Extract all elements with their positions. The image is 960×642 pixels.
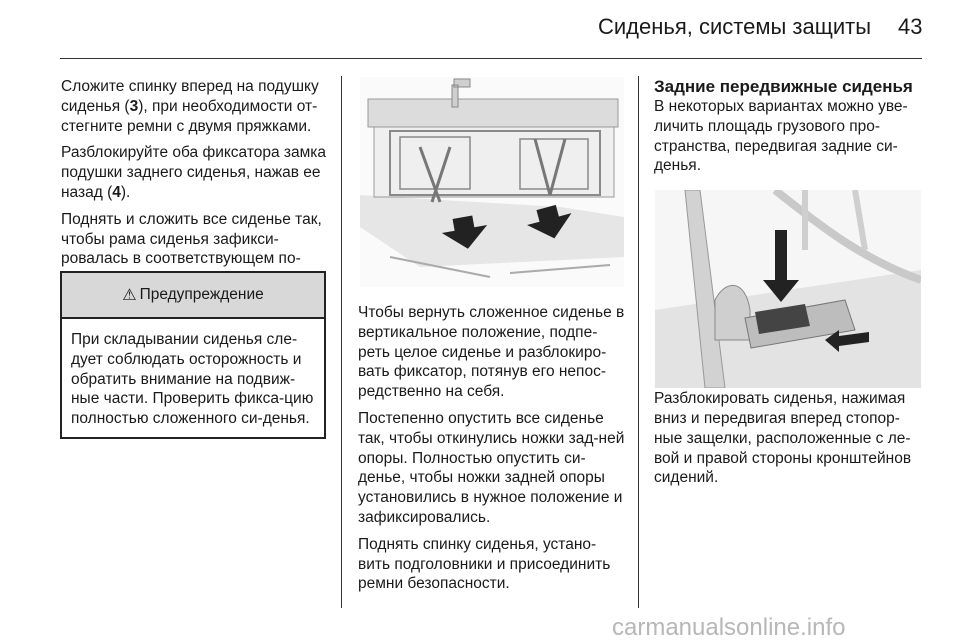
text-run: ), при необходимости от-стегните ремни с двумя пряжками. <box>61 97 318 135</box>
warning-text: При складывании сиденья сле-дует соблюдать осторожность и обратить внимание на подвиж-ные части. Проверить фикса-цию полностью сложенного си-денья. <box>71 331 314 428</box>
paragraph: Поднять и сложить все сиденье так, чтобы рама сиденья зафикси-ровалась в соответствующем по- <box>61 210 322 268</box>
paragraph <box>61 77 329 136</box>
paragraph: Чтобы вернуть сложенное сиденье в вертикальное положение, подпе-реть целое сиденье и разблокиро-вать фиксатор, потянув его непос-редственно на себя. <box>358 304 625 401</box>
column-left <box>61 77 329 296</box>
figure-reference: 4 <box>112 183 121 201</box>
text-run: ). <box>120 183 131 201</box>
paragraph: Разблокировать сиденья, нажимая вниз и передвигая вперед стопор-ные защелки, расположенные с ле-вой и правой стороны кронштейнов сидений. <box>654 390 912 487</box>
text-run: Разблокируйте оба фиксатора замка подушки заднего сиденья, нажав ее назад ( <box>61 144 327 201</box>
column-divider <box>638 76 639 608</box>
page-number: 43 <box>898 14 923 39</box>
column-middle <box>358 303 626 601</box>
warning-box <box>60 271 326 439</box>
header-divider <box>60 58 922 59</box>
warning-title: Предупреждение <box>139 286 264 303</box>
figure-reference: 3 <box>129 97 139 115</box>
warning-header <box>62 273 324 319</box>
paragraph: В некоторых вариантах можно уве-личить площадь грузового про-странства, передвигая задние си-денья. <box>654 98 908 175</box>
paragraph: Поднять спинку сиденья, устано-вить подголовники и присоединить ремни безопасности. <box>358 535 611 593</box>
seat-latch-illustration <box>655 190 921 388</box>
paragraph: Постепенно опустить все сиденье так, чтобы откинулись ножки зад-ней опоры. Полностью опустить си-денье, чтобы ножки задней опоры установились в нужное положение и зафиксировались. <box>358 409 625 526</box>
text-run: Сложите спинку вперед на подушку сиденья ( <box>61 78 319 115</box>
folded-seat-illustration <box>360 77 624 287</box>
watermark: carmanualsonline.info <box>612 614 846 641</box>
paragraph <box>61 143 329 202</box>
warning-triangle-icon: ⚠ <box>122 287 137 304</box>
page-title: Сиденья, системы защиты <box>598 14 872 39</box>
section-heading: Задние передвижные сиденья <box>654 77 913 96</box>
column-divider <box>341 76 342 608</box>
